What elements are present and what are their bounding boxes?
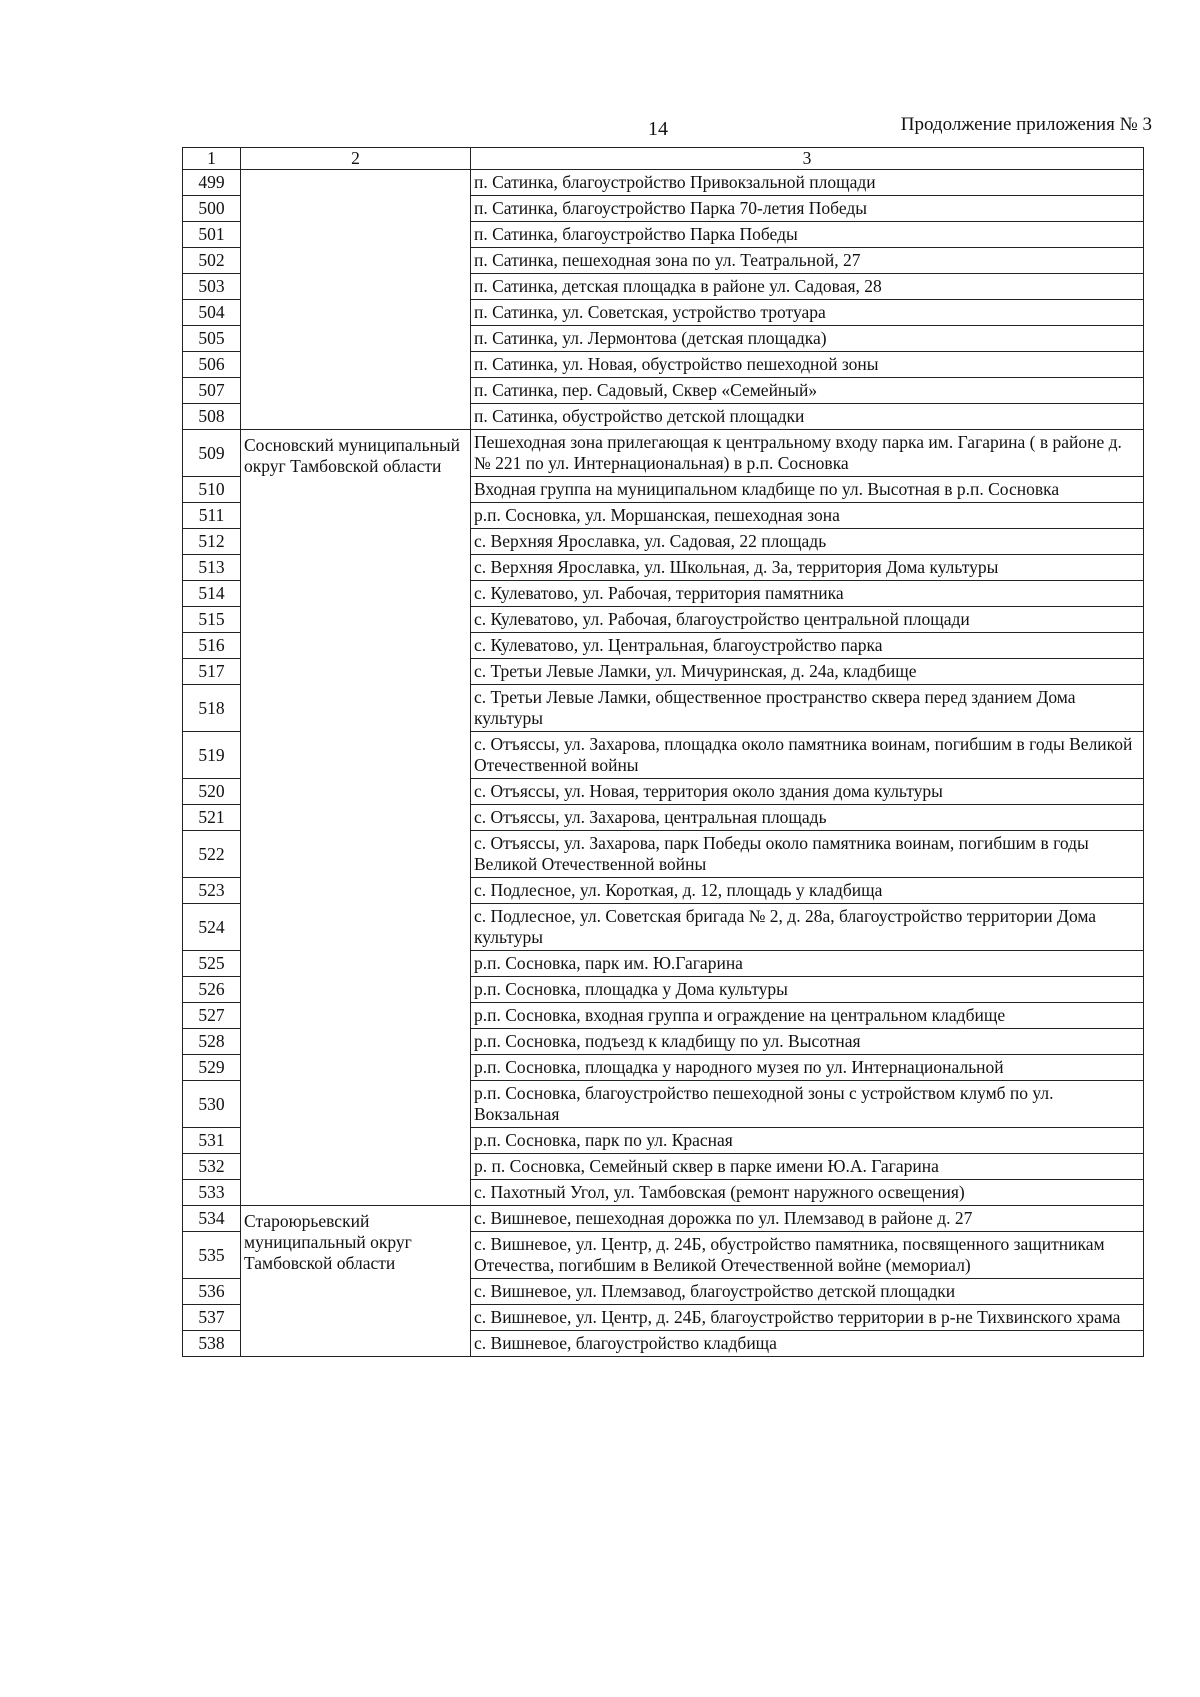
object-description: с. Вишневое, пешеходная дорожка по ул. Племзавод в районе д. 27 bbox=[471, 1206, 1144, 1232]
object-description: с. Кулеватово, ул. Рабочая, территория памятника bbox=[471, 581, 1144, 607]
object-description: с. Отъяссы, ул. Захарова, парк Победы около памятника воинам, погибшим в годы Великой Отечественной войны bbox=[471, 831, 1144, 878]
row-number: 516 bbox=[183, 633, 241, 659]
row-number: 519 bbox=[183, 732, 241, 779]
row-number: 500 bbox=[183, 196, 241, 222]
object-description: с. Вишневое, благоустройство кладбища bbox=[471, 1331, 1144, 1357]
objects-table bbox=[182, 147, 1144, 1357]
object-description: п. Сатинка, ул. Лермонтова (детская площадка) bbox=[471, 326, 1144, 352]
object-description: п. Сатинка, благоустройство Парка Победы bbox=[471, 222, 1144, 248]
row-number: 517 bbox=[183, 659, 241, 685]
row-number: 502 bbox=[183, 248, 241, 274]
object-description: р.п. Сосновка, площадка у Дома культуры bbox=[471, 977, 1144, 1003]
object-description: п. Сатинка, обустройство детской площадки bbox=[471, 404, 1144, 430]
row-number: 507 bbox=[183, 378, 241, 404]
object-description: с. Третьи Левые Ламки, ул. Мичуринская, д. 24а, кладбище bbox=[471, 659, 1144, 685]
appendix-continuation-note: Продолжение приложения № 3 bbox=[900, 114, 1152, 135]
object-description: с. Третьи Левые Ламки, общественное пространство сквера перед зданием Дома культуры bbox=[471, 685, 1144, 732]
column-header-2: 2 bbox=[241, 148, 471, 170]
object-description: с. Отъяссы, ул. Захарова, центральная площадь bbox=[471, 805, 1144, 831]
object-description: с. Вишневое, ул. Племзавод, благоустройство детской площадки bbox=[471, 1279, 1144, 1305]
object-description: с. Отъяссы, ул. Новая, территория около здания дома культуры bbox=[471, 779, 1144, 805]
table-row bbox=[183, 430, 1144, 477]
row-number: 538 bbox=[183, 1331, 241, 1357]
row-number: 509 bbox=[183, 430, 241, 477]
row-number: 511 bbox=[183, 503, 241, 529]
object-description: Входная группа на муниципальном кладбище по ул. Высотная в р.п. Сосновка bbox=[471, 477, 1144, 503]
row-number: 530 bbox=[183, 1081, 241, 1128]
row-number: 537 bbox=[183, 1305, 241, 1331]
table-row bbox=[183, 170, 1144, 196]
row-number: 528 bbox=[183, 1029, 241, 1055]
row-number: 532 bbox=[183, 1154, 241, 1180]
object-description: с. Кулеватово, ул. Центральная, благоустройство парка bbox=[471, 633, 1144, 659]
object-description: п. Сатинка, ул. Советская, устройство тротуара bbox=[471, 300, 1144, 326]
row-number: 524 bbox=[183, 904, 241, 951]
row-number: 533 bbox=[183, 1180, 241, 1206]
object-description: р.п. Сосновка, подъезд к кладбищу по ул. Высотная bbox=[471, 1029, 1144, 1055]
municipality-cell: Староюрьевский муниципальный округ Тамбовской области bbox=[241, 1206, 471, 1357]
row-number: 510 bbox=[183, 477, 241, 503]
row-number: 535 bbox=[183, 1232, 241, 1279]
object-description: п. Сатинка, благоустройство Парка 70-летия Победы bbox=[471, 196, 1144, 222]
row-number: 534 bbox=[183, 1206, 241, 1232]
municipality-cell: Сосновский муниципальный округ Тамбовской области bbox=[241, 430, 471, 1206]
object-description: с. Подлесное, ул. Советская бригада № 2, д. 28а, благоустройство территории Дома культуры bbox=[471, 904, 1144, 951]
object-description: с. Вишневое, ул. Центр, д. 24Б, благоустройство территории в р-не Тихвинского храма bbox=[471, 1305, 1144, 1331]
object-description: р.п. Сосновка, ул. Моршанская, пешеходная зона bbox=[471, 503, 1144, 529]
table-row bbox=[183, 1206, 1144, 1232]
row-number: 521 bbox=[183, 805, 241, 831]
table-body bbox=[183, 170, 1144, 1357]
row-number: 518 bbox=[183, 685, 241, 732]
page-number: 14 bbox=[648, 118, 668, 140]
row-number: 523 bbox=[183, 878, 241, 904]
object-description: п. Сатинка, благоустройство Привокзальной площади bbox=[471, 170, 1144, 196]
row-number: 515 bbox=[183, 607, 241, 633]
object-description: с. Верхняя Ярославка, ул. Школьная, д. 3а, территория Дома культуры bbox=[471, 555, 1144, 581]
object-description: с. Вишневое, ул. Центр, д. 24Б, обустройство памятника, посвященного защитникам Отечества, погибшим в Великой Отечественной войне (мемориал) bbox=[471, 1232, 1144, 1279]
object-description: с. Кулеватово, ул. Рабочая, благоустройство центральной площади bbox=[471, 607, 1144, 633]
row-number: 531 bbox=[183, 1128, 241, 1154]
row-number: 525 bbox=[183, 951, 241, 977]
object-description: р.п. Сосновка, парк им. Ю.Гагарина bbox=[471, 951, 1144, 977]
row-number: 514 bbox=[183, 581, 241, 607]
column-header-1: 1 bbox=[183, 148, 241, 170]
row-number: 504 bbox=[183, 300, 241, 326]
row-number: 527 bbox=[183, 1003, 241, 1029]
row-number: 522 bbox=[183, 831, 241, 878]
municipality-cell bbox=[241, 170, 471, 430]
object-description: Пешеходная зона прилегающая к центральному входу парка им. Гагарина ( в районе д. № 221 по ул. Интернациональная) в р.п. Сосновка bbox=[471, 430, 1144, 477]
object-description: р. п. Сосновка, Семейный сквер в парке имени Ю.А. Гагарина bbox=[471, 1154, 1144, 1180]
row-number: 505 bbox=[183, 326, 241, 352]
row-number: 512 bbox=[183, 529, 241, 555]
row-number: 499 bbox=[183, 170, 241, 196]
object-description: с. Подлесное, ул. Короткая, д. 12, площадь у кладбища bbox=[471, 878, 1144, 904]
object-description: р.п. Сосновка, парк по ул. Красная bbox=[471, 1128, 1144, 1154]
row-number: 526 bbox=[183, 977, 241, 1003]
column-header-3: 3 bbox=[471, 148, 1144, 170]
object-description: с. Пахотный Угол, ул. Тамбовская (ремонт наружного освещения) bbox=[471, 1180, 1144, 1206]
object-description: р.п. Сосновка, благоустройство пешеходной зоны с устройством клумб по ул. Вокзальная bbox=[471, 1081, 1144, 1128]
object-description: с. Отъяссы, ул. Захарова, площадка около памятника воинам, погибшим в годы Великой Отечественной войны bbox=[471, 732, 1144, 779]
object-description: р.п. Сосновка, входная группа и ограждение на центральном кладбище bbox=[471, 1003, 1144, 1029]
row-number: 503 bbox=[183, 274, 241, 300]
row-number: 520 bbox=[183, 779, 241, 805]
row-number: 529 bbox=[183, 1055, 241, 1081]
row-number: 501 bbox=[183, 222, 241, 248]
row-number: 513 bbox=[183, 555, 241, 581]
object-description: п. Сатинка, ул. Новая, обустройство пешеходной зоны bbox=[471, 352, 1144, 378]
row-number: 508 bbox=[183, 404, 241, 430]
table-header-row bbox=[183, 148, 1144, 170]
object-description: с. Верхняя Ярославка, ул. Садовая, 22 площадь bbox=[471, 529, 1144, 555]
object-description: п. Сатинка, детская площадка в районе ул. Садовая, 28 bbox=[471, 274, 1144, 300]
row-number: 506 bbox=[183, 352, 241, 378]
row-number: 536 bbox=[183, 1279, 241, 1305]
object-description: р.п. Сосновка, площадка у народного музея по ул. Интернациональной bbox=[471, 1055, 1144, 1081]
object-description: п. Сатинка, пер. Садовый, Сквер «Семейный» bbox=[471, 378, 1144, 404]
object-description: п. Сатинка, пешеходная зона по ул. Театральной, 27 bbox=[471, 248, 1144, 274]
